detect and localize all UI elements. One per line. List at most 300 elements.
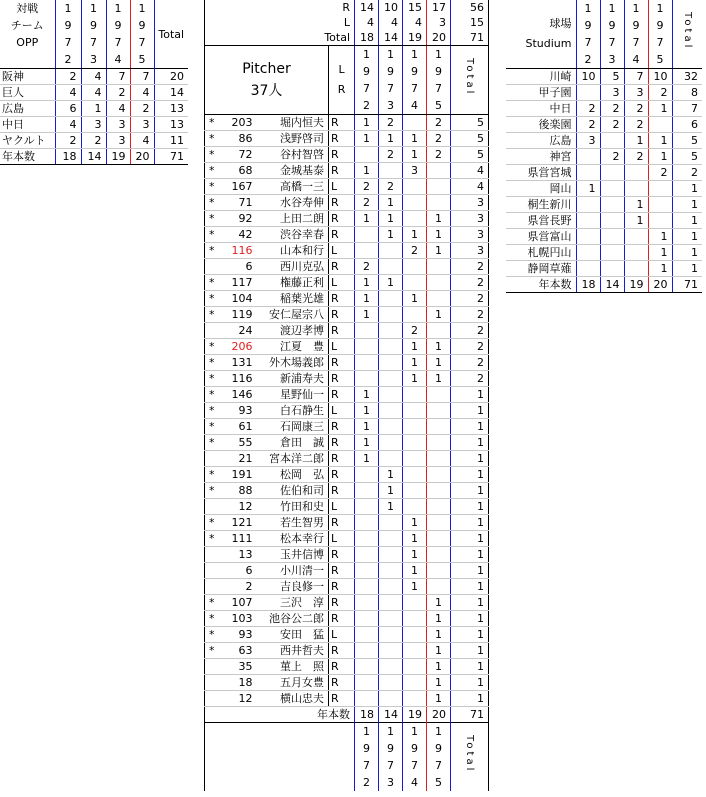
pitcher-year-count xyxy=(379,291,403,307)
pitcher-row xyxy=(205,467,489,483)
active-marker xyxy=(205,563,219,579)
year-digit: 7 xyxy=(600,34,624,51)
stadium-year-count: 1 xyxy=(576,181,600,197)
pitcher-row xyxy=(205,115,489,131)
pitcher-hand: R xyxy=(329,371,355,387)
active-marker: * xyxy=(205,227,219,243)
pitcher-row xyxy=(205,435,489,451)
pitcher-row xyxy=(205,227,489,243)
stadium-year-count: 1 xyxy=(648,229,672,245)
pitcher-year-count: 2 xyxy=(379,115,403,131)
pitcher-row xyxy=(205,531,489,547)
pitcher-year-count: 1 xyxy=(427,307,451,323)
stadium-row xyxy=(506,149,702,165)
pitcher-total: 1 xyxy=(451,675,489,691)
pitcher-year-count: 1 xyxy=(403,291,427,307)
opp-footer-count: 20 xyxy=(130,149,154,165)
pitcher-hand: R xyxy=(329,147,355,163)
pitcher-year-count xyxy=(379,531,403,547)
pitcher-year-count: 1 xyxy=(403,371,427,387)
year-digit: 9 xyxy=(355,63,379,80)
stadium-year-count: 2 xyxy=(600,117,624,133)
pitcher-win-count: 68 xyxy=(219,163,257,179)
stadium-row xyxy=(506,213,702,229)
pitcher-year-count: 1 xyxy=(427,659,451,675)
active-marker: * xyxy=(205,611,219,627)
pitcher-total: 1 xyxy=(451,595,489,611)
opp-year-count: 7 xyxy=(106,69,130,85)
pitcher-row xyxy=(205,451,489,467)
year-digit: 1 xyxy=(55,0,81,17)
pitcher-year-count: 1 xyxy=(427,355,451,371)
active-marker: * xyxy=(205,179,219,195)
pitcher-year-count: 1 xyxy=(355,163,379,179)
stadium-row xyxy=(506,101,702,117)
stadium-year-count: 3 xyxy=(576,133,600,149)
pitcher-win-count: 92 xyxy=(219,211,257,227)
pitcher-win-count: 24 xyxy=(219,323,257,339)
pitcher-count: 37人 xyxy=(250,83,283,99)
opp-row xyxy=(0,69,188,85)
year-digit: 9 xyxy=(427,740,451,757)
pitcher-year-count xyxy=(379,163,403,179)
stadium-total: 32 xyxy=(672,69,702,85)
pitcher-year-count xyxy=(355,227,379,243)
pitcher-hand: L xyxy=(329,403,355,419)
stadium-row xyxy=(506,117,702,133)
pitcher-year-count: 1 xyxy=(403,579,427,595)
pitcher-total: 1 xyxy=(451,499,489,515)
opp-total: 13 xyxy=(154,117,188,133)
pitcher-hand: R xyxy=(329,131,355,147)
pitcher-name: 江夏 豊 xyxy=(257,339,329,355)
year-digit: 1 xyxy=(403,723,427,741)
pitcher-year-count xyxy=(379,691,403,707)
pitcher-year-count: 2 xyxy=(427,131,451,147)
stadium-year-count xyxy=(600,229,624,245)
pitcher-total: 1 xyxy=(451,419,489,435)
stadium-total: 5 xyxy=(672,149,702,165)
pitcher-hand: L xyxy=(329,531,355,547)
pitcher-year-count: 1 xyxy=(403,547,427,563)
pitcher-year-count xyxy=(379,323,403,339)
pitcher-win-count: 167 xyxy=(219,179,257,195)
pitcher-footer-count: 14 xyxy=(379,707,403,723)
total-vertical-label xyxy=(672,0,702,69)
opp-footer-total: 71 xyxy=(154,149,188,165)
stadium-footer-count: 18 xyxy=(576,277,600,293)
pitcher-year-count xyxy=(355,627,379,643)
pitcher-total: 1 xyxy=(451,691,489,707)
pitcher-win-count: 93 xyxy=(219,627,257,643)
pitcher-row xyxy=(205,163,489,179)
year-digit: 1 xyxy=(81,0,106,17)
pitcher-year-count: 1 xyxy=(355,403,379,419)
year-digit: 1 xyxy=(379,46,403,64)
pitcher-name: 松本幸行 xyxy=(257,531,329,547)
pitcher-hand: L xyxy=(329,627,355,643)
active-marker: * xyxy=(205,371,219,387)
pitcher-name: 安仁屋宗八 xyxy=(257,307,329,323)
pitcher-name: 新浦寿夫 xyxy=(257,371,329,387)
pitcher-total: 3 xyxy=(451,195,489,211)
pitcher-row xyxy=(205,595,489,611)
pitcher-row xyxy=(205,291,489,307)
pitcher-year-count xyxy=(355,467,379,483)
pitcher-summary-count: 17 xyxy=(427,0,451,15)
pitcher-total: 1 xyxy=(451,515,489,531)
pitcher-year-count: 1 xyxy=(379,467,403,483)
active-marker: * xyxy=(205,211,219,227)
pitcher-year-count: 1 xyxy=(355,307,379,323)
pitcher-year-count: 2 xyxy=(403,243,427,259)
stadium-year-count: 2 xyxy=(624,117,648,133)
stadium-footer-total: 71 xyxy=(672,277,702,293)
pitcher-year-count: 1 xyxy=(403,531,427,547)
pitcher-hand: L xyxy=(329,243,355,259)
lr-header-l: L xyxy=(338,63,345,76)
pitcher-row xyxy=(205,563,489,579)
pitcher-year-count xyxy=(427,435,451,451)
stadium-name: 川崎 xyxy=(506,69,576,85)
year-digit: 7 xyxy=(55,34,81,51)
pitcher-name: 水谷寿伸 xyxy=(257,195,329,211)
pitcher-row xyxy=(205,275,489,291)
pitcher-name: 横山忠夫 xyxy=(257,691,329,707)
pitcher-hand: L xyxy=(329,179,355,195)
pitcher-total: 2 xyxy=(451,371,489,387)
pitcher-summary-count: 4 xyxy=(379,15,403,30)
pitcher-year-count: 2 xyxy=(379,147,403,163)
year-digit: 7 xyxy=(427,80,451,97)
active-marker xyxy=(205,259,219,275)
pitcher-win-count: 88 xyxy=(219,483,257,499)
stadium-year-count xyxy=(600,181,624,197)
pitcher-total: 1 xyxy=(451,483,489,499)
pitcher-year-count xyxy=(403,259,427,275)
stadium-year-count xyxy=(648,197,672,213)
pitcher-year-count xyxy=(355,483,379,499)
pitcher-year-count xyxy=(403,691,427,707)
pitcher-year-count: 1 xyxy=(403,339,427,355)
year-digit: 1 xyxy=(379,723,403,741)
opp-footer-count: 19 xyxy=(106,149,130,165)
pitcher-year-count xyxy=(427,515,451,531)
total-vertical-text: Total xyxy=(464,735,476,774)
year-digit: 1 xyxy=(106,0,130,17)
total-vertical-label xyxy=(451,723,489,792)
pitcher-year-count: 1 xyxy=(379,483,403,499)
pitcher-summary-count: 10 xyxy=(379,0,403,15)
pitcher-row xyxy=(205,211,489,227)
active-marker: * xyxy=(205,131,219,147)
pitcher-hand: R xyxy=(329,355,355,371)
pitcher-year-count xyxy=(427,403,451,419)
stadium-year-count: 2 xyxy=(600,149,624,165)
pitcher-hand: R xyxy=(329,579,355,595)
stadium-name: 後楽園 xyxy=(506,117,576,133)
pitcher-win-count: 6 xyxy=(219,259,257,275)
pitcher-year-count xyxy=(403,211,427,227)
year-digit: 4 xyxy=(403,774,427,791)
pitcher-hand: R xyxy=(329,211,355,227)
pitcher-hand: R xyxy=(329,643,355,659)
pitcher-hand: R xyxy=(329,307,355,323)
opp-year-count: 4 xyxy=(55,85,81,101)
active-marker: * xyxy=(205,115,219,131)
pitcher-year-count: 1 xyxy=(355,115,379,131)
pitcher-win-count: 103 xyxy=(219,611,257,627)
pitcher-total: 2 xyxy=(451,339,489,355)
stadium-total: 1 xyxy=(672,181,702,197)
pitcher-total: 2 xyxy=(451,307,489,323)
stadium-row xyxy=(506,69,702,85)
pitcher-year-count xyxy=(403,611,427,627)
pitcher-total: 1 xyxy=(451,387,489,403)
pitcher-summary-count: 3 xyxy=(427,15,451,30)
active-marker: * xyxy=(205,291,219,307)
opp-year-count: 2 xyxy=(81,133,106,149)
pitcher-row xyxy=(205,627,489,643)
stadium-name: 岡山 xyxy=(506,181,576,197)
stadium-name: 甲子園 xyxy=(506,85,576,101)
pitcher-year-count xyxy=(403,115,427,131)
pitcher-footer-blank xyxy=(205,723,355,792)
pitcher-hand: R xyxy=(329,323,355,339)
active-marker: * xyxy=(205,467,219,483)
opp-header-label: 対戦 xyxy=(16,2,39,15)
stadium-name: 中日 xyxy=(506,101,576,117)
pitcher-year-count: 1 xyxy=(403,227,427,243)
stadium-footer-count: 20 xyxy=(648,277,672,293)
stadium-year-count xyxy=(600,197,624,213)
year-digit: 5 xyxy=(130,51,154,69)
opp-team-name: ヤクルト xyxy=(0,133,55,149)
pitcher-footer-total: 71 xyxy=(451,707,489,723)
pitcher-name: 池谷公二郎 xyxy=(257,611,329,627)
pitcher-win-count: 116 xyxy=(219,243,257,259)
pitcher-hand: R xyxy=(329,291,355,307)
year-digit: 1 xyxy=(427,46,451,64)
stadium-year-count: 10 xyxy=(648,69,672,85)
pitcher-year-count xyxy=(379,259,403,275)
pitcher-hand: R xyxy=(329,387,355,403)
year-digit: 7 xyxy=(427,757,451,774)
opp-year-count: 3 xyxy=(106,133,130,149)
pitcher-row xyxy=(205,675,489,691)
stadium-year-count: 2 xyxy=(600,101,624,117)
pitcher-year-count xyxy=(427,419,451,435)
pitcher-name: 渡辺孝博 xyxy=(257,323,329,339)
pitcher-total: 2 xyxy=(451,291,489,307)
active-marker xyxy=(205,691,219,707)
pitcher-footer-count: 18 xyxy=(355,707,379,723)
pitcher-name: 五月女豊 xyxy=(257,675,329,691)
stadium-header-jp: 球場 xyxy=(549,17,572,30)
pitcher-total: 1 xyxy=(451,579,489,595)
opp-year-count: 1 xyxy=(81,101,106,117)
pitcher-year-count xyxy=(379,243,403,259)
pitcher-hand: R xyxy=(329,691,355,707)
year-digit: 3 xyxy=(379,97,403,115)
pitcher-name: 山本和行 xyxy=(257,243,329,259)
pitcher-name: 小川清一 xyxy=(257,563,329,579)
pitcher-name: 佐伯和司 xyxy=(257,483,329,499)
opp-row xyxy=(0,133,188,149)
opp-total: 11 xyxy=(154,133,188,149)
active-marker: * xyxy=(205,387,219,403)
pitcher-name: 竹田和史 xyxy=(257,499,329,515)
pitcher-summary-count: 4 xyxy=(403,15,427,30)
pitcher-year-count xyxy=(355,675,379,691)
pitcher-row xyxy=(205,243,489,259)
year-digit: 5 xyxy=(648,51,672,69)
pitcher-year-count xyxy=(379,611,403,627)
stadium-total: 2 xyxy=(672,165,702,181)
pitcher-year-count xyxy=(403,179,427,195)
total-vertical-label xyxy=(451,46,489,115)
pitcher-total: 4 xyxy=(451,179,489,195)
stadium-year-count xyxy=(576,229,600,245)
pitcher-year-count: 1 xyxy=(427,211,451,227)
opp-year-count: 4 xyxy=(81,85,106,101)
pitcher-total: 5 xyxy=(451,131,489,147)
pitcher-hand: R xyxy=(329,195,355,211)
stadium-name: 札幌円山 xyxy=(506,245,576,261)
lr-header-cell xyxy=(329,46,355,115)
pitcher-year-count xyxy=(379,403,403,419)
pitcher-year-count xyxy=(427,259,451,275)
stadium-year-count xyxy=(576,85,600,101)
pitcher-win-count: 61 xyxy=(219,419,257,435)
stadium-total: 1 xyxy=(672,197,702,213)
pitcher-year-count: 1 xyxy=(379,211,403,227)
pitcher-row xyxy=(205,339,489,355)
opp-total: 20 xyxy=(154,69,188,85)
pitcher-win-count: 206 xyxy=(219,339,257,355)
pitcher-total: 3 xyxy=(451,227,489,243)
pitcher-total: 3 xyxy=(451,211,489,227)
pitcher-year-count xyxy=(355,659,379,675)
stadium-year-count: 1 xyxy=(624,197,648,213)
pitcher-year-count: 2 xyxy=(379,179,403,195)
pitcher-year-count: 1 xyxy=(427,371,451,387)
pitcher-year-count: 1 xyxy=(379,227,403,243)
pitcher-win-count: 121 xyxy=(219,515,257,531)
pitcher-year-count xyxy=(355,371,379,387)
year-digit: 9 xyxy=(624,17,648,34)
opp-year-count: 4 xyxy=(130,85,154,101)
active-marker xyxy=(205,675,219,691)
pitcher-year-count xyxy=(427,323,451,339)
stadium-name: 広島 xyxy=(506,133,576,149)
pitcher-year-count xyxy=(355,339,379,355)
pitcher-year-count: 1 xyxy=(403,515,427,531)
stadium-total: 1 xyxy=(672,245,702,261)
pitcher-year-count: 1 xyxy=(427,691,451,707)
stadium-year-count xyxy=(648,117,672,133)
pitcher-year-count xyxy=(379,419,403,435)
year-digit: 3 xyxy=(379,774,403,791)
pitcher-summary-count: 4 xyxy=(355,15,379,30)
pitcher-year-count: 1 xyxy=(427,675,451,691)
stadium-year-count: 2 xyxy=(624,149,648,165)
year-digit: 3 xyxy=(81,51,106,69)
stadium-year-count: 5 xyxy=(600,69,624,85)
pitcher-name: 浅野啓司 xyxy=(257,131,329,147)
pitcher-hand: R xyxy=(329,659,355,675)
year-digit: 5 xyxy=(427,97,451,115)
pitcher-hand: R xyxy=(329,115,355,131)
pitcher-year-count: 1 xyxy=(427,339,451,355)
pitcher-year-count: 2 xyxy=(427,115,451,131)
year-digit: 9 xyxy=(81,17,106,34)
pitcher-row xyxy=(205,643,489,659)
pitcher-year-count xyxy=(355,515,379,531)
stadium-table xyxy=(506,0,702,293)
pitcher-year-count xyxy=(427,163,451,179)
stadium-year-count xyxy=(600,261,624,277)
pitcher-year-count: 1 xyxy=(355,419,379,435)
pitcher-name: 石岡康三 xyxy=(257,419,329,435)
stadium-total: 1 xyxy=(672,261,702,277)
pitcher-year-count xyxy=(403,275,427,291)
pitcher-hand: L xyxy=(329,275,355,291)
pitcher-total: 1 xyxy=(451,643,489,659)
year-digit: 1 xyxy=(355,723,379,741)
pitcher-total: 2 xyxy=(451,323,489,339)
opponent-team-table xyxy=(0,0,188,165)
pitcher-year-count: 1 xyxy=(355,275,379,291)
pitcher-row xyxy=(205,387,489,403)
pitcher-year-count xyxy=(355,355,379,371)
opp-year-count: 2 xyxy=(55,133,81,149)
opp-team-name: 広島 xyxy=(0,101,55,117)
pitcher-name: 渋谷幸春 xyxy=(257,227,329,243)
pitcher-year-count xyxy=(427,179,451,195)
pitcher-year-count xyxy=(355,147,379,163)
pitcher-summary-label: Total xyxy=(205,30,355,46)
active-marker: * xyxy=(205,627,219,643)
pitcher-summary-count: 18 xyxy=(355,30,379,46)
pitcher-year-count: 3 xyxy=(403,163,427,179)
stadium-year-count: 1 xyxy=(648,245,672,261)
year-digit: 1 xyxy=(403,46,427,64)
opp-year-count: 3 xyxy=(106,117,130,133)
stadium-year-count xyxy=(576,245,600,261)
pitcher-year-count xyxy=(379,307,403,323)
pitcher-row xyxy=(205,259,489,275)
pitcher-year-count xyxy=(427,499,451,515)
pitcher-win-count: 146 xyxy=(219,387,257,403)
pitcher-year-count: 1 xyxy=(355,211,379,227)
pitcher-summary-count: 19 xyxy=(403,30,427,46)
stadium-year-count xyxy=(600,133,624,149)
pitcher-hand: R xyxy=(329,467,355,483)
stadium-row xyxy=(506,133,702,149)
pitcher-win-count: 72 xyxy=(219,147,257,163)
pitcher-hand: R xyxy=(329,483,355,499)
stadium-footer-label: 年本数 xyxy=(506,277,576,293)
active-marker: * xyxy=(205,147,219,163)
stadium-name: 桐生新川 xyxy=(506,197,576,213)
year-digit: 9 xyxy=(648,17,672,34)
pitcher-name: 宮本洋二郎 xyxy=(257,451,329,467)
active-marker: * xyxy=(205,515,219,531)
year-digit: 2 xyxy=(355,97,379,115)
opp-year-count: 2 xyxy=(106,85,130,101)
pitcher-hand: R xyxy=(329,595,355,611)
